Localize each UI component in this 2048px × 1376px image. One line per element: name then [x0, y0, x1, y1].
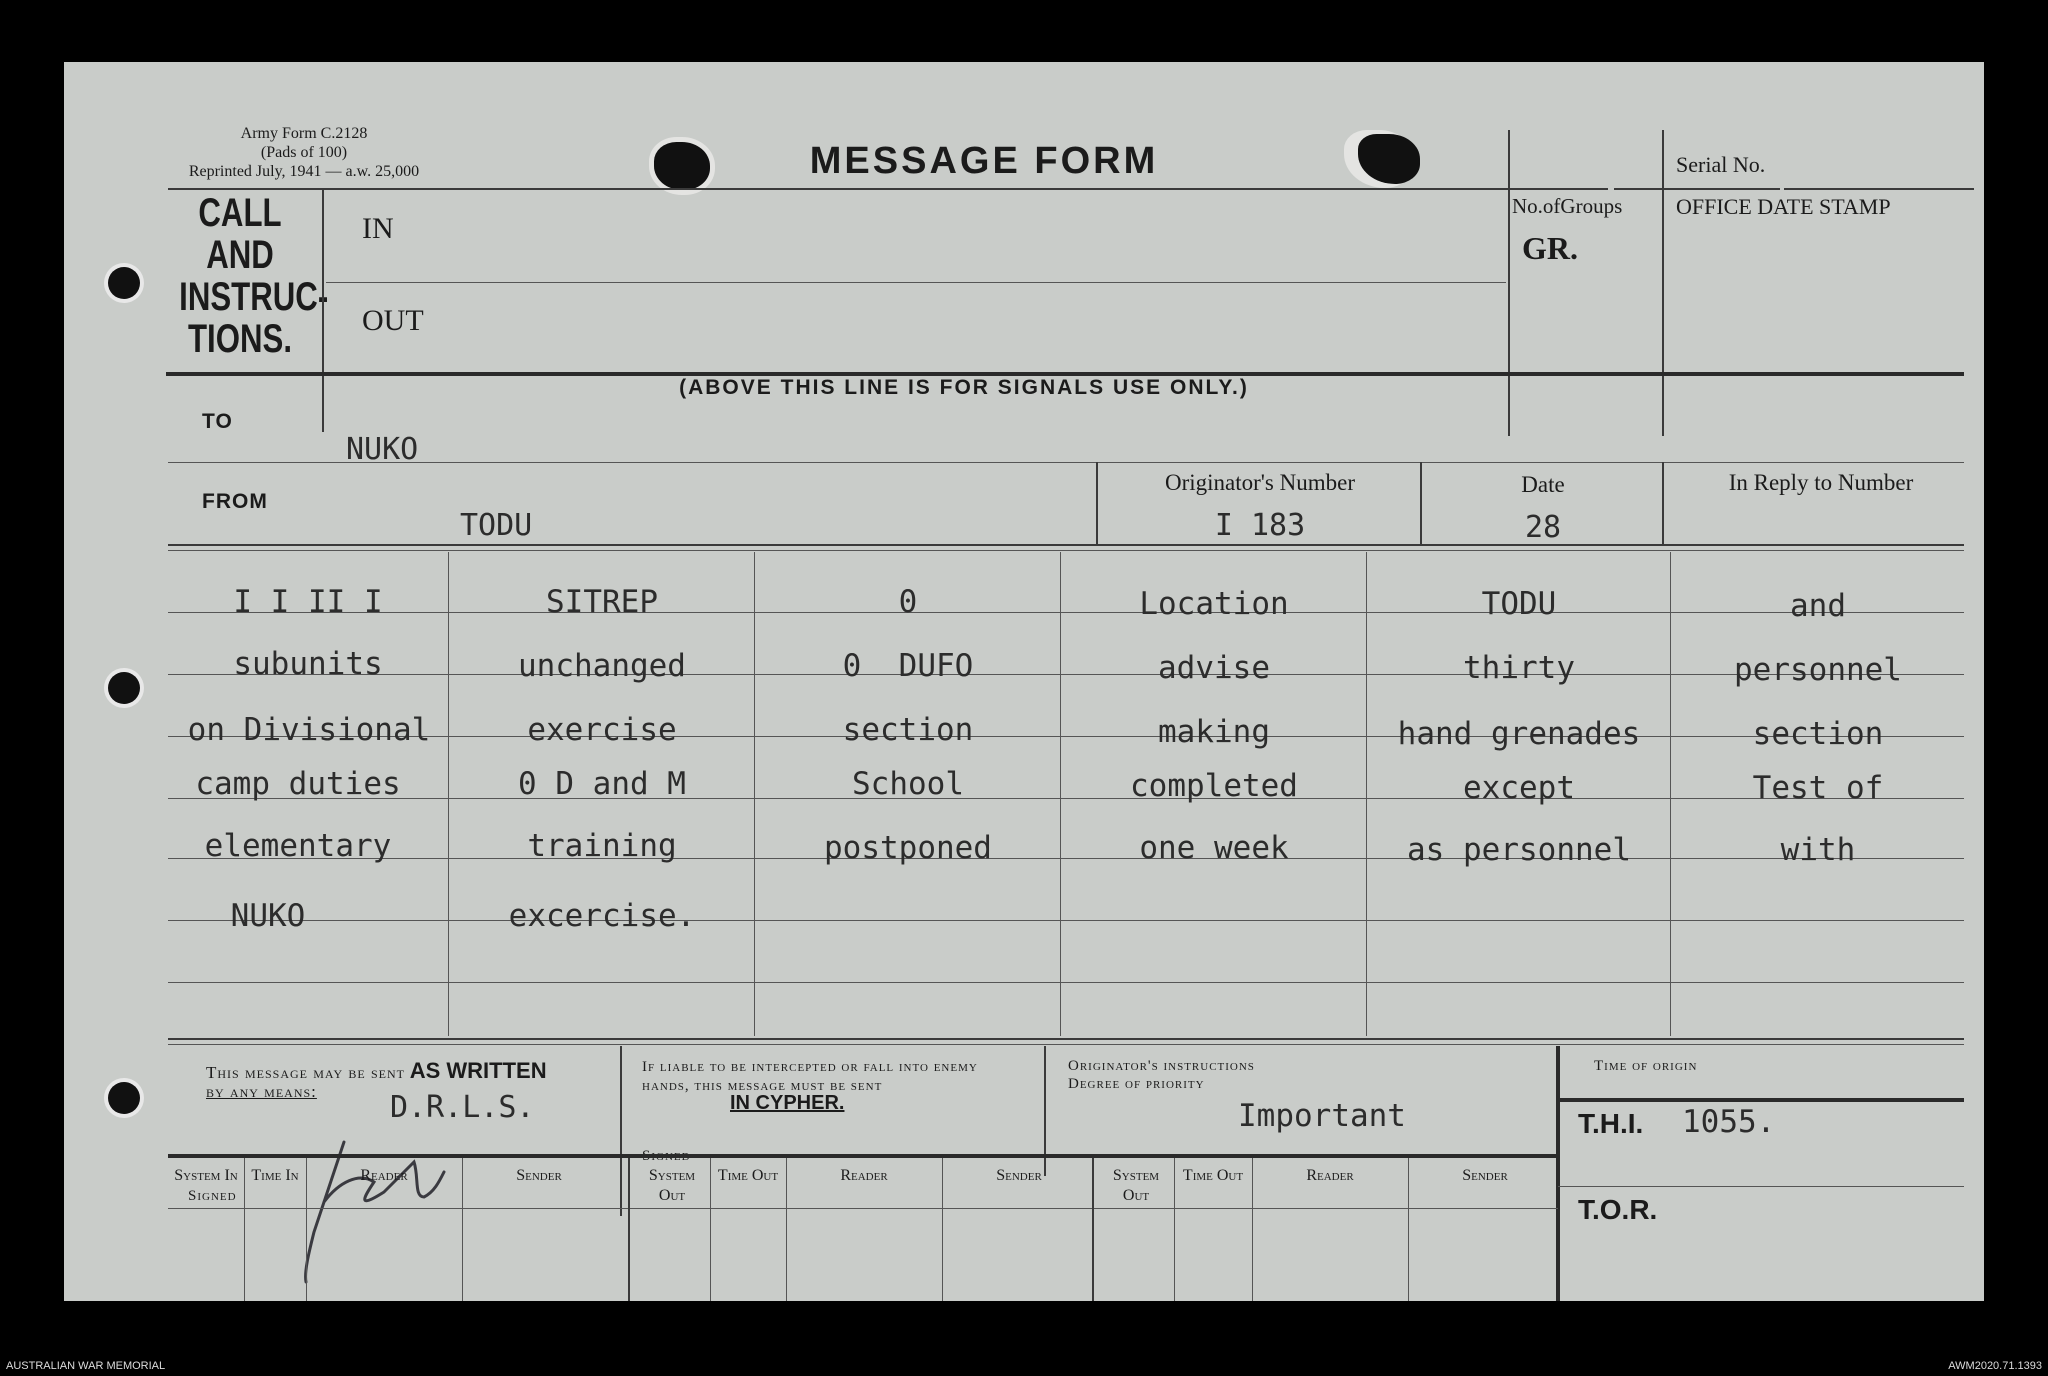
form-title: MESSAGE FORM — [809, 140, 1159, 182]
message-word: unchanged — [518, 648, 686, 684]
footer-right: AWM2020.71.1393 — [1948, 1360, 2042, 1372]
groups-label: No.ofGroups — [1512, 194, 1623, 218]
message-word: elementary — [204, 828, 392, 864]
call-line: CALL — [198, 191, 282, 235]
signal-col-label: Sender — [1462, 1167, 1508, 1184]
message-word: making — [1158, 714, 1270, 750]
grid-row — [168, 920, 1964, 921]
out-label: OUT — [362, 304, 424, 337]
tio-rule — [1558, 1098, 1964, 1102]
torn-hole-left — [654, 142, 710, 190]
to-value: NUKO — [346, 432, 419, 467]
signal-col-label: Time Out — [717, 1167, 779, 1184]
to-rule — [168, 462, 1964, 463]
message-word: training — [527, 828, 677, 864]
message-word: advise — [1158, 650, 1270, 686]
signal-col-label: Reader — [360, 1167, 408, 1184]
from-rule-2 — [168, 550, 1964, 551]
groups-abbr: GR. — [1522, 230, 1578, 266]
sent-line — [206, 1058, 626, 1084]
in-label: IN — [362, 212, 394, 245]
sent-prefix: This message may be sent — [206, 1063, 405, 1082]
message-word: personnel — [1734, 652, 1902, 688]
time-origin-label: Time of origin — [1594, 1058, 1698, 1074]
reprint-note: Reprinted July, 1941 — a.w. 25,000 — [188, 163, 420, 180]
header-rule — [1784, 188, 1974, 190]
form-number-block — [174, 124, 434, 181]
signals-line-bottom — [168, 1154, 1558, 1158]
message-word: Location — [1139, 586, 1289, 622]
message-word: subunits — [233, 646, 383, 682]
message-word: on Divisional — [187, 712, 431, 748]
divider — [1662, 462, 1664, 544]
grid-bottom-rule — [168, 1038, 1964, 1040]
call-line: TIONS. — [187, 317, 293, 361]
divider — [1096, 462, 1098, 544]
signed2-label: Signed — [642, 1148, 691, 1164]
date-label: Date — [1521, 472, 1565, 497]
message-word: SITREP — [546, 584, 658, 620]
priority-label: Degree of priority — [1068, 1076, 1205, 1092]
reply-label: In Reply to Number — [1728, 470, 1914, 495]
torn-hole-right — [1358, 134, 1420, 184]
grid-col — [1366, 552, 1367, 1036]
signal-col-label: Sender — [516, 1167, 562, 1184]
grid-col — [448, 552, 449, 1036]
grid-bottom-rule-2 — [168, 1044, 1964, 1045]
signal-col-label: System In — [174, 1167, 238, 1184]
divider — [1420, 462, 1422, 544]
grid-col — [1060, 552, 1061, 1036]
punch-hole — [108, 267, 140, 299]
divider — [1662, 130, 1664, 436]
grid-col — [754, 552, 755, 1036]
message-word: except — [1463, 770, 1575, 806]
message-form-paper — [64, 62, 1984, 1301]
thi-label: T.H.I. — [1578, 1108, 1644, 1139]
grid-row — [168, 982, 1964, 983]
divider — [322, 188, 324, 432]
message-word: camp duties — [195, 766, 401, 802]
thi-rule — [1558, 1186, 1964, 1187]
message-word: and — [1790, 588, 1846, 624]
message-word: Test of — [1752, 770, 1884, 806]
message-word: 0 — [898, 584, 918, 620]
call-line: INSTRUC- — [179, 275, 329, 319]
liable-text: If liable to be intercepted or fall into enemy hands, this message must be sent — [642, 1059, 978, 1094]
message-word: TODU — [1481, 586, 1557, 622]
message-word: thirty — [1463, 650, 1575, 686]
message-word: School — [852, 766, 964, 802]
message-word: postponed — [824, 830, 992, 866]
time-origin-value: 1055. — [1682, 1104, 1776, 1140]
signal-col-rule — [168, 1208, 1558, 1209]
signal-col-label: Reader — [1306, 1167, 1354, 1184]
call-instructions-label — [179, 191, 329, 361]
orig-number-label: Originator's Number — [1164, 470, 1356, 495]
signal-group-divider — [1092, 1158, 1094, 1301]
orig-instructions-label: Originator's instructions — [1068, 1058, 1255, 1074]
header-rule — [1614, 188, 1780, 190]
signal-col-label: Reader — [840, 1167, 888, 1184]
pads-note: (Pads of 100) — [260, 144, 348, 161]
signal-col-label: System Out — [1112, 1167, 1160, 1204]
from-label: FROM — [202, 490, 268, 513]
signal-col-label: Sender — [996, 1167, 1042, 1184]
drls-value: D.R.L.S. — [390, 1090, 535, 1125]
message-word: exercise — [527, 712, 677, 748]
message-word: 0 D and M — [518, 766, 686, 802]
signed-label: Signed — [188, 1188, 237, 1204]
message-word: completed — [1130, 768, 1298, 804]
from-rule — [168, 544, 1964, 546]
sent-means: by any means: — [206, 1082, 317, 1101]
signal-col-label: Time In — [251, 1167, 299, 1184]
date-value: 28 — [1524, 510, 1562, 545]
from-value: TODU — [460, 508, 533, 543]
signal-col-label: Time Out — [1182, 1167, 1244, 1184]
message-word: hand grenades — [1397, 716, 1641, 752]
signals-notice-top: (ABOVE THIS LINE IS FOR SIGNALS USE ONLY.) — [679, 376, 1249, 399]
message-word: one week — [1139, 830, 1289, 866]
message-word: excercise. — [508, 898, 696, 934]
footer-left: AUSTRALIAN WAR MEMORIAL — [6, 1360, 166, 1372]
signal-group-divider — [628, 1158, 630, 1301]
message-word: NUKO — [230, 898, 306, 934]
serial-label: Serial No. — [1676, 152, 1766, 177]
to-label: TO — [202, 410, 233, 433]
message-word: I I II I — [233, 584, 383, 620]
orig-number-value: I 183 — [1214, 508, 1306, 543]
office-stamp-label: OFFICE DATE STAMP — [1676, 194, 1891, 219]
message-word: as personnel — [1407, 832, 1631, 868]
cypher-text: IN CYPHER. — [730, 1092, 845, 1114]
grid-col — [1670, 552, 1671, 1036]
priority-value: Important — [1238, 1098, 1406, 1134]
form-number: Army Form C.2128 — [240, 125, 368, 142]
message-word: section — [1752, 716, 1884, 752]
tor-label: T.O.R. — [1578, 1194, 1658, 1225]
call-line: AND — [206, 233, 274, 277]
punch-hole — [108, 672, 140, 704]
message-word: section — [842, 712, 974, 748]
divider — [1508, 130, 1510, 436]
signature-mark — [264, 1102, 504, 1292]
signal-col-label: System Out — [648, 1167, 696, 1204]
header-rule — [168, 188, 1608, 190]
in-out-rule — [326, 282, 1506, 283]
punch-hole — [108, 1082, 140, 1114]
sent-bold: AS WRITTEN — [409, 1058, 547, 1083]
message-word: 0 DUFO — [842, 648, 974, 684]
message-word: with — [1780, 832, 1856, 868]
